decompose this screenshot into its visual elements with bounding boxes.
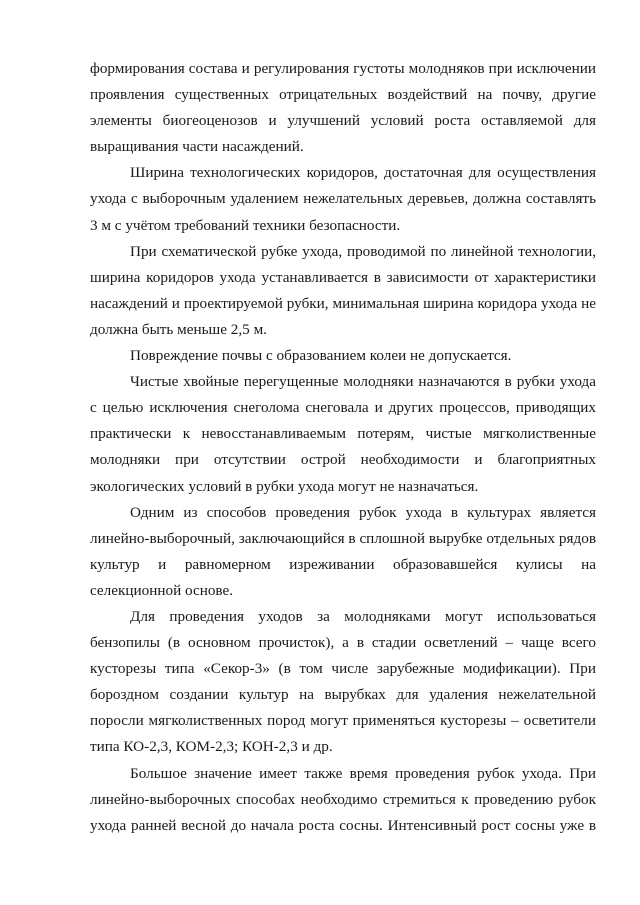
document-page [90, 56, 596, 839]
paragraph-linear-selective: Одним из способов проведения рубок ухода в культурах является линейно-выборочный, заключающийся в сплошной вырубке отдельных рядов культур и равномерном изреживании образовавшейся кулисы на селекционной основе. [90, 503, 596, 599]
paragraph-equipment: Для проведения уходов за молодняками могут использоваться бензопилы (в основном прочисток), а в стадии осветлений – чаще всего кусторезы типа «Секор-3» (в том числе зарубежные модификации). При бороздном создании культур на вырубках для удаления нежелательной поросли мягколиственных пород могут применяться кусторезы – осветители типа КО-2,3, КОМ-2,3; КОН-2,3 и др. [90, 607, 596, 756]
paragraph-soil-damage: Повреждение почвы с образованием колеи не допускается. [130, 347, 512, 365]
paragraph-timing: Большое значение имеет также время проведения рубок ухода. При линейно-выборочных способах необходимо стремиться к проведению рубок ухода ранней весной до начала роста сосны. Интенсивный рост сосны уже в [90, 764, 596, 834]
paragraph-coniferous-stands: Чистые хвойные перегущенные молодняки назначаются в рубки ухода с целью исключения снеголома снеговала и других процессов, приводящих практически к невосстанавливаемым потерям, чистые мягколиственные молодняки при отсутствии острой необходимости и благоприятных экологических условий в рубки ухода могут не назначаться. [90, 373, 596, 495]
paragraph-schematic-thinning: При схематической рубке ухода, проводимой по линейной технологии, ширина коридоров ухода устанавливается в зависимости от характеристики насаждений и проектируемой рубки, минимальная ширина коридора ухода не должна быть меньше 2,5 м. [90, 242, 596, 338]
paragraph-continuation: формирования состава и регулирования густоты молодняков при исключении проявления существенных отрицательных воздействий на почву, другие элементы биогеоценозов и улучшений условий роста оставляемой для выращивания части насаждений. [90, 60, 596, 156]
paragraph-corridor-width: Ширина технологических коридоров, достаточная для осуществления ухода с выборочным удалением нежелательных деревьев, должна составлять 3 м с учётом требований техники безопасности. [90, 164, 596, 234]
